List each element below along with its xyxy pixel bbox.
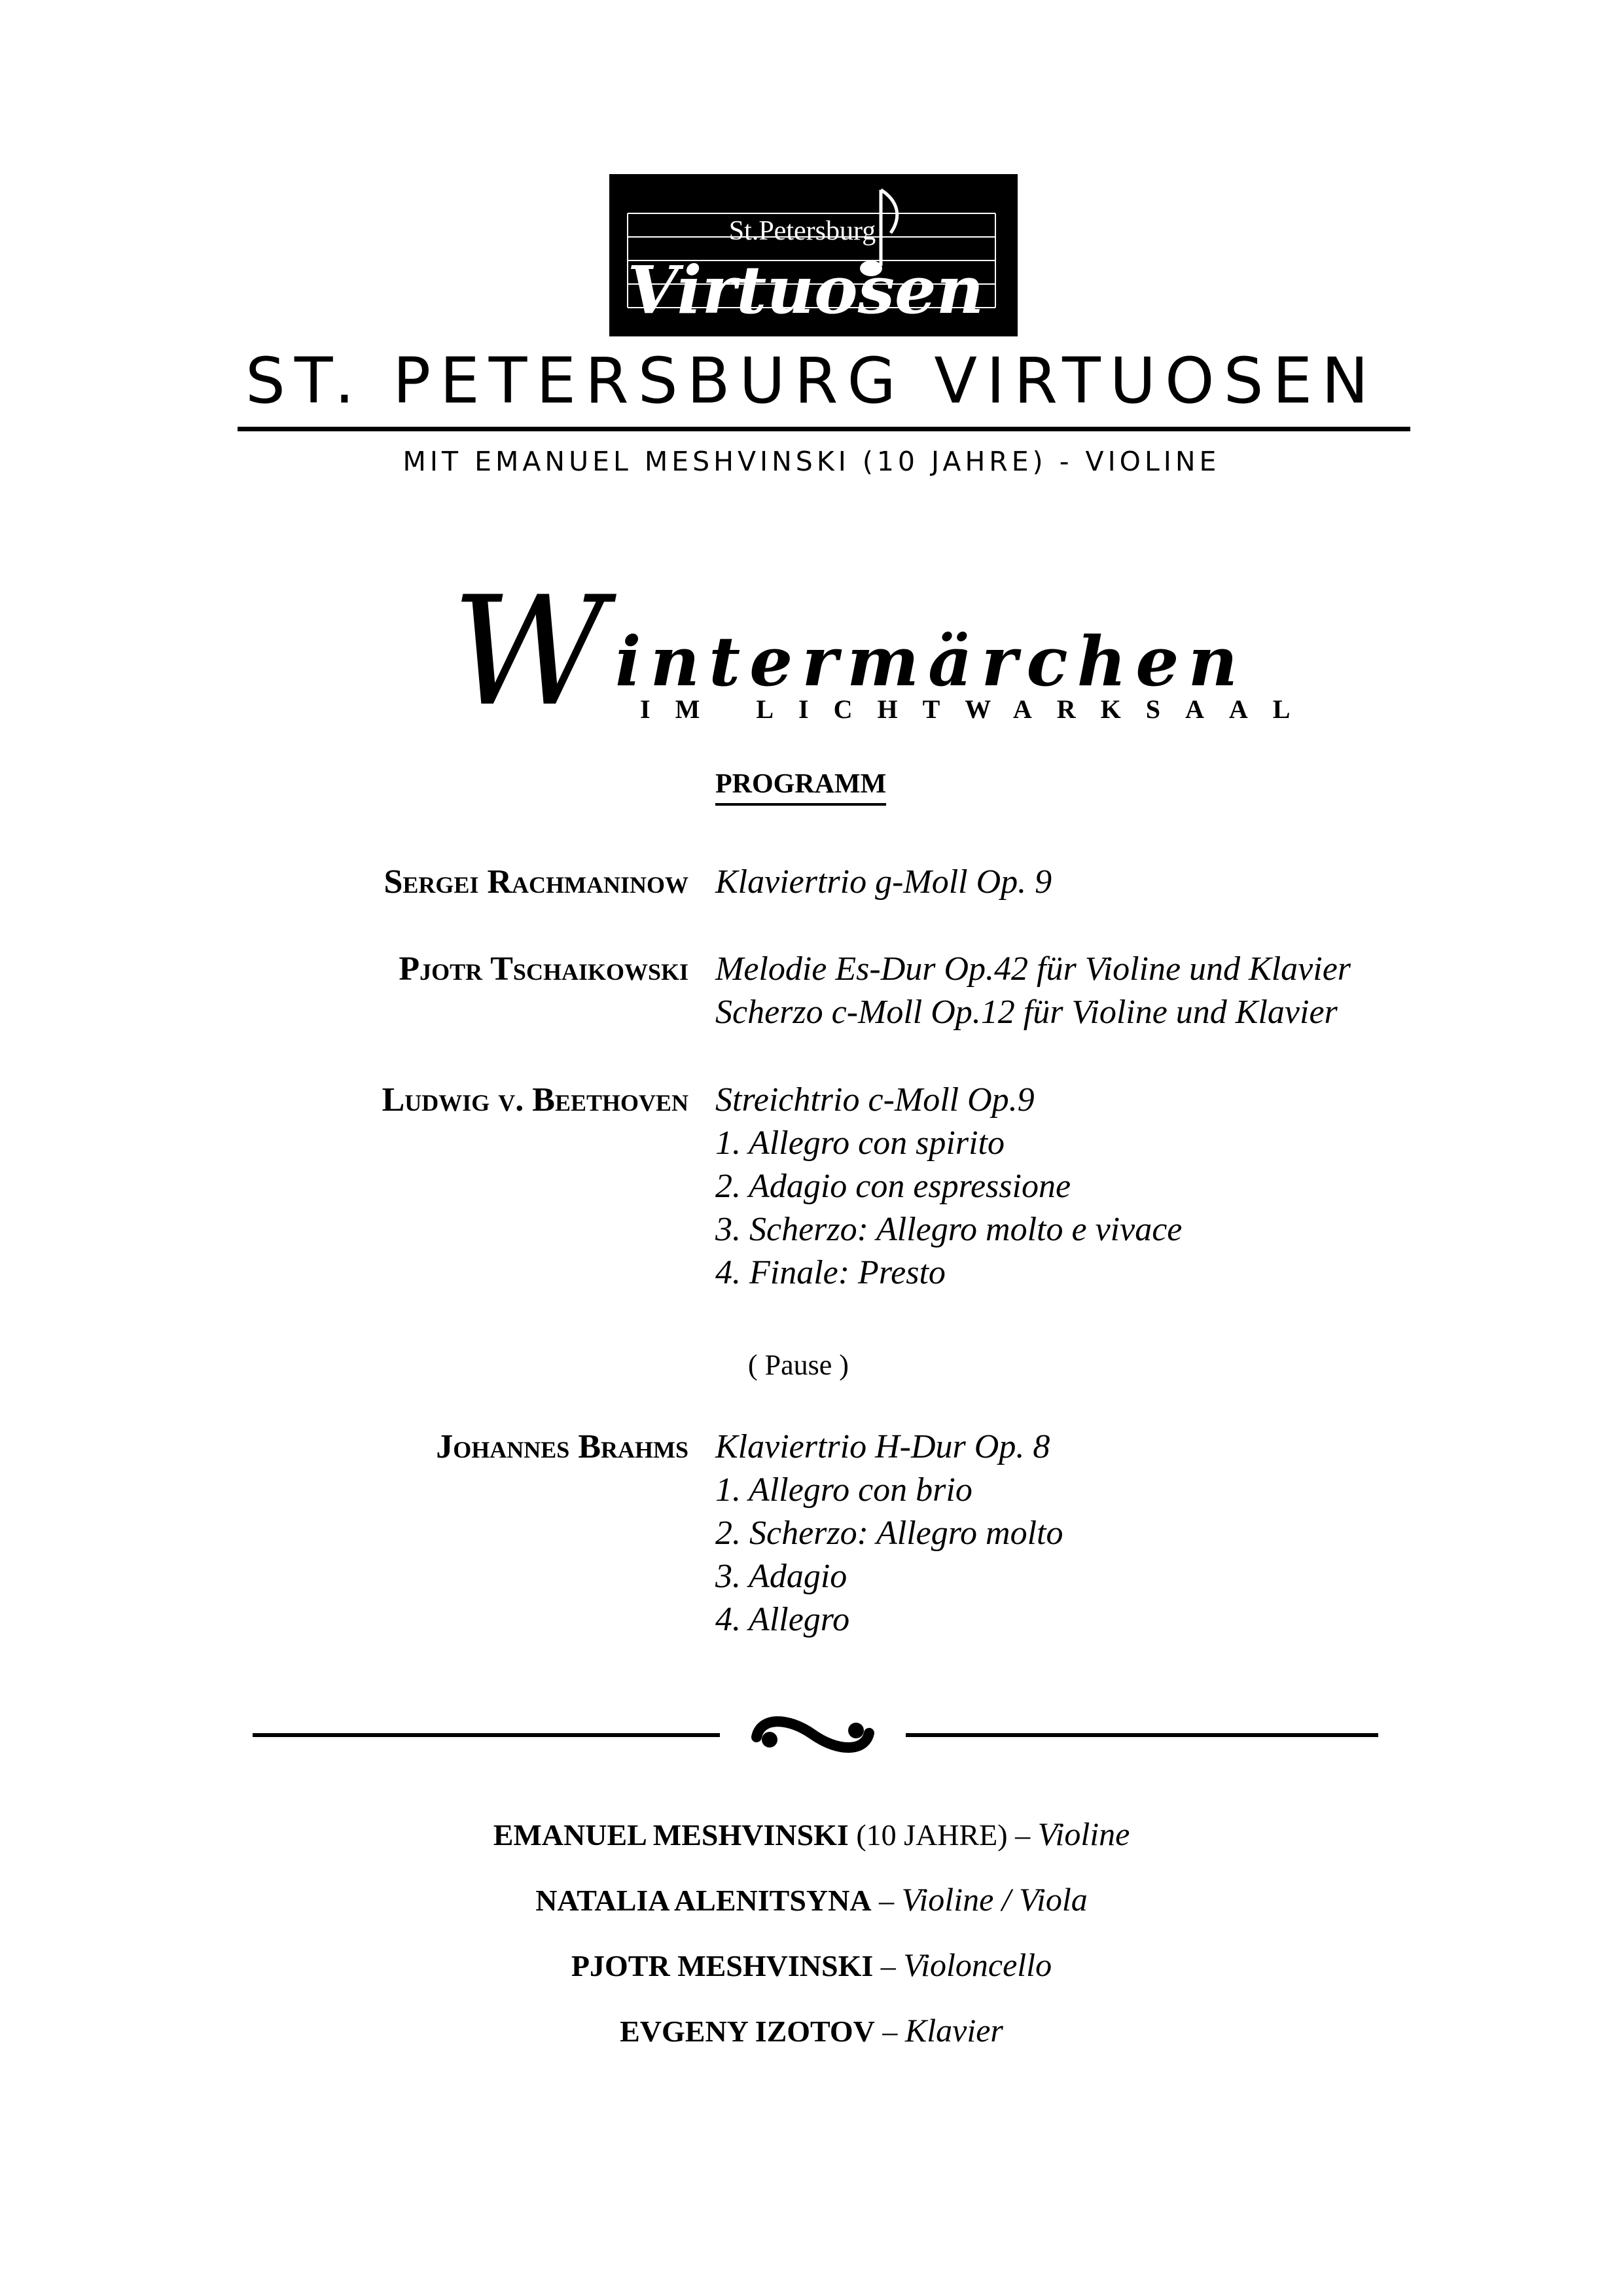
program-heading: PROGRAMM	[715, 767, 886, 806]
event-venue: IM LICHTWARKSAAL	[640, 694, 1315, 724]
performer-line	[0, 1945, 1623, 1986]
performer-line	[0, 1814, 1623, 1855]
performer-note: –	[871, 1884, 902, 1917]
work-movement: 3. Scherzo: Allegro molto e vivace	[715, 1211, 1183, 1248]
work-movement: 2. Adagio con espressione	[715, 1168, 1071, 1205]
performer-instrument: Klavier	[904, 2012, 1003, 2049]
composer-name: Sergei Rachmaninow	[383, 863, 688, 901]
pause-label: ( Pause )	[748, 1349, 849, 1381]
event-title	[452, 565, 1315, 740]
divider-line-left	[253, 1733, 720, 1737]
performer-name: PJOTR MESHVINSKI	[571, 1949, 874, 1982]
performer-name: NATALIA ALENITSYNA	[535, 1884, 872, 1917]
event-title-initial: W	[452, 565, 607, 740]
event-title-rest: intermärchen	[615, 621, 1247, 702]
performer-note: (10 JAHRE) –	[848, 1818, 1038, 1852]
composer-name: Pjotr Tschaikowski	[399, 950, 688, 988]
divider-line-right	[906, 1733, 1378, 1737]
work-movement: 3. Adagio	[715, 1558, 847, 1595]
work-title: Klaviertrio g-Moll Op. 9	[715, 863, 1052, 901]
work-movement: 1. Allegro con brio	[715, 1471, 972, 1509]
logo-top-text: St.Petersburg	[728, 216, 876, 246]
work-title: Streichtrio c-Moll Op.9	[715, 1081, 1035, 1119]
work-title: Klaviertrio H-Dur Op. 8	[715, 1428, 1050, 1465]
work-list	[715, 1079, 1182, 1295]
composer-name: Johannes Brahms	[436, 1428, 688, 1465]
work-movement: 4. Finale: Presto	[715, 1254, 946, 1291]
work-movement: 1. Allegro con spirito	[715, 1124, 1005, 1162]
swirl-ornament-icon	[747, 1711, 878, 1759]
work-list	[715, 861, 1052, 904]
title-divider	[238, 427, 1410, 431]
logo-graphic	[609, 174, 1018, 336]
performer-line	[0, 2011, 1623, 2051]
performer-note: –	[873, 1949, 904, 1982]
performer-name: EMANUEL MESHVINSKI	[493, 1818, 849, 1852]
performer-note: –	[874, 2015, 905, 2048]
work-list	[715, 948, 1351, 1034]
logo	[609, 174, 1018, 336]
work-list	[715, 1426, 1063, 1641]
performer-name: EVGENY IZOTOV	[620, 2015, 875, 2048]
page-subtitle: MIT EMANUEL MESHVINSKI (10 JAHRE) - VIOLINE	[402, 446, 1221, 477]
performer-instrument: Violine / Viola	[901, 1881, 1088, 1918]
work-movement: 2. Scherzo: Allegro molto	[715, 1515, 1063, 1552]
performer-instrument: Violoncello	[903, 1946, 1052, 1983]
work-movement: 4. Allegro	[715, 1601, 850, 1638]
work-title: Melodie Es-Dur Op.42 für Violine und Klavier	[715, 950, 1351, 988]
page-title: ST. PETERSBURG VIRTUOSEN	[245, 344, 1378, 418]
performer-line	[0, 1880, 1623, 1920]
work-title: Scherzo c-Moll Op.12 für Violine und Klavier	[715, 994, 1338, 1031]
performer-instrument: Violine	[1037, 1816, 1130, 1852]
logo-main-text: Virtuosen	[627, 251, 984, 329]
composer-name: Ludwig v. Beethoven	[382, 1081, 688, 1119]
